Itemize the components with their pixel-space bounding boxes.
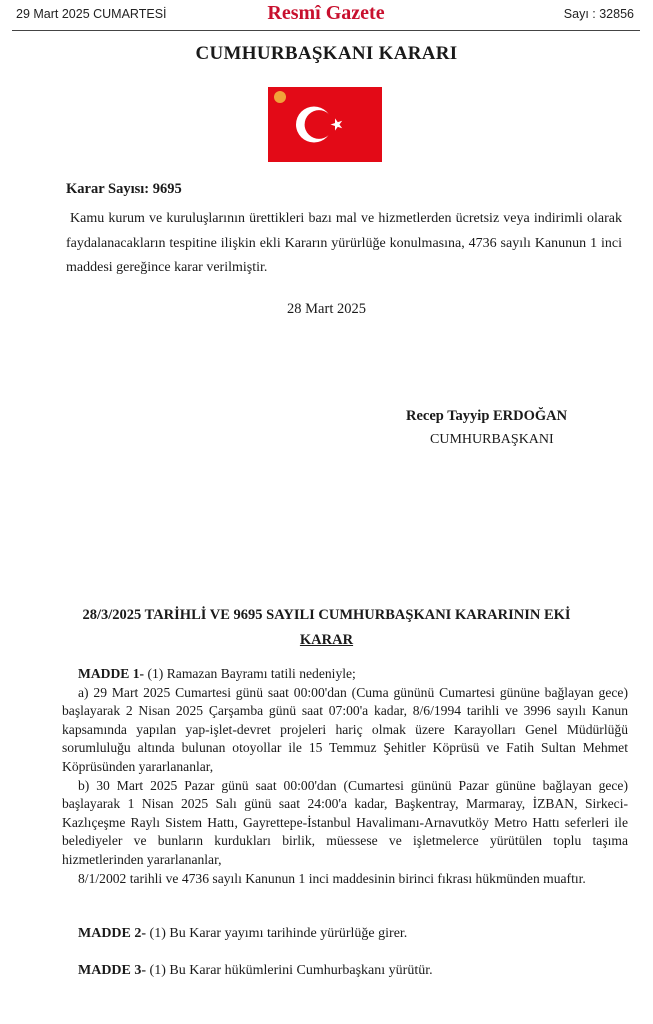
decree-heading: CUMHURBAŞKANI KARARI	[195, 43, 458, 64]
annex-body	[62, 665, 628, 888]
article-2	[78, 926, 407, 942]
annex-heading-line2: KARAR	[299, 632, 354, 648]
signatory-title: CUMHURBAŞKANI	[430, 432, 554, 447]
article-2-label: MADDE 2-	[78, 926, 147, 941]
annex-heading	[18, 603, 635, 653]
article-3	[78, 963, 433, 979]
article-1-closing: 8/1/2002 tarihli ve 4736 sayılı Kanunun 1 inci maddesinin birinci fıkrası hükmünden muaftır.	[78, 870, 586, 886]
article-1-intro	[62, 665, 628, 684]
gazette-header	[12, 0, 640, 31]
decree-number: Karar Sayısı: 9695	[66, 181, 182, 197]
seal-emblem-icon	[274, 91, 286, 103]
gazette-title: Resmî Gazete	[267, 2, 385, 24]
signatory-name: Recep Tayyip ERDOĞAN	[406, 408, 568, 424]
annex-heading-line1: 28/3/2025 TARİHLİ VE 9695 SAYILI CUMHURBAŞKANI KARARININ EKİ	[82, 607, 571, 623]
article-1-intro-text: (1) Ramazan Bayramı tatili nedeniyle;	[144, 666, 356, 681]
article-2-text: (1) Bu Karar yayımı tarihinde yürürlüğe girer.	[146, 926, 408, 941]
article-3-text: (1) Bu Karar hükümlerini Cumhurbaşkanı yürütür.	[146, 963, 433, 978]
issue-date: 29 Mart 2025 CUMARTESİ	[16, 7, 167, 21]
decree-date: 28 Mart 2025	[287, 301, 366, 317]
article-3-label: MADDE 3-	[78, 963, 147, 978]
decree-body: Kamu kurum ve kuruluşlarının ürettikleri bazı mal ve hizmetlerden ücretsiz veya indirimli olarak faydalanacakların tespitine ilişkin ekli Kararın yürürlüğe konulmasına, 4736 sayılı Kanunun 1 inci maddesi gereğince karar verilmiştir.	[66, 211, 622, 275]
article-1-clause-b: b) 30 Mart 2025 Pazar günü saat 00:00'dan (Cumartesi gününü Pazar gününe bağlayan gece) başlayarak 1 Nisan 2025 Salı günü saat 24:00'a kadar, Başkentray, Marmaray, İZBAN, Sirkeci-Kazlıçeşme Raylı Sistem Hattı, Gayrettepe-İstanbul Havalimanı-Arnavutköy Metro Hattı seferleri ile belediyeler ve bunların kurdukları birlik, müessese ve işletmelerce yürütülen toplu taşıma hizmetlerinden yararlananlar,	[62, 777, 628, 867]
article-1-label: MADDE 1-	[78, 666, 145, 681]
article-1-clause-a: a) 29 Mart 2025 Cumartesi günü saat 00:00'dan (Cuma gününü Cumartesi gününe bağlayan gece) başlayarak 2 Nisan 2025 Çarşamba günü saat 07:00'a kadar, 8/6/1994 tarihli ve 3996 sayılı Kanun kapsamında yapılan yap-işlet-devret projeleri hariç olmak üzere Karayolları Genel Müdürlüğü sorumluluğu altında bulunan otoyollar ile 15 Temmuz Şehitler Köprüsü ve Fatih Sultan Mehmet Köprüsünden yararlananlar,	[62, 684, 628, 774]
issue-number: Sayı : 32856	[563, 7, 634, 21]
